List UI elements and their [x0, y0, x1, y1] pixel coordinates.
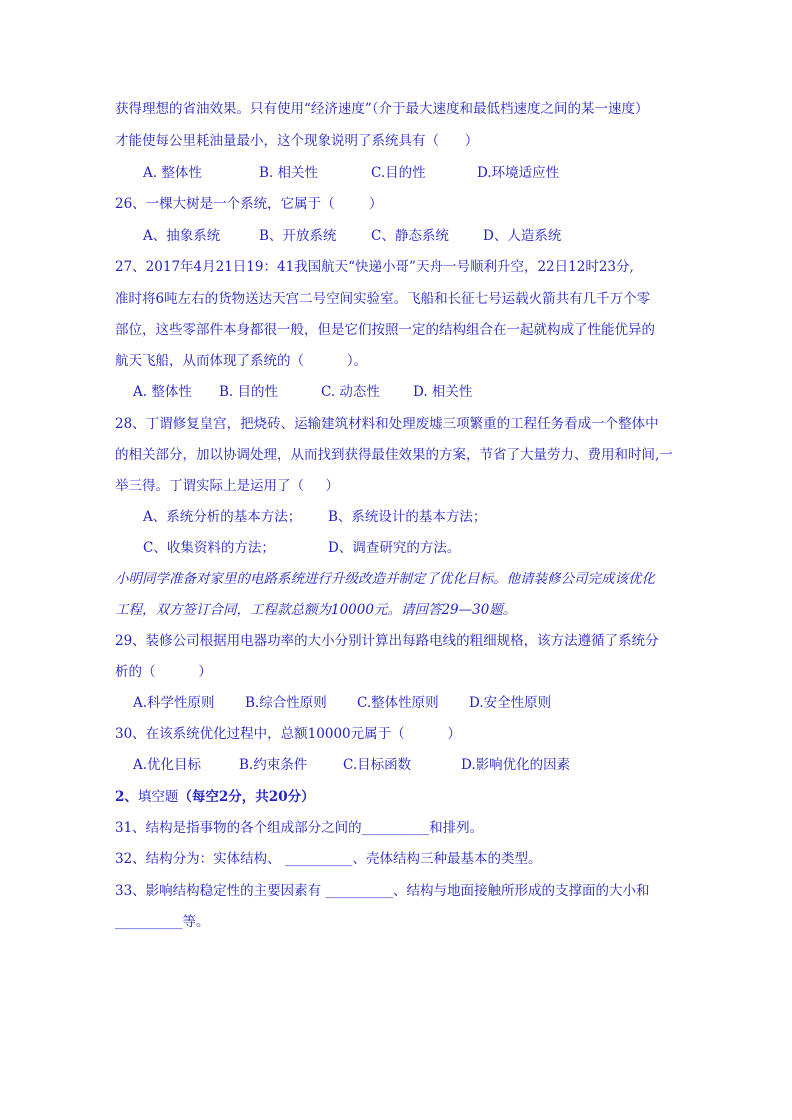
q25-option-b: B. 相关性 — [259, 165, 319, 181]
q28-line2: 的相关部分，加以协调处理，从而找到获得最佳效果的方案，节省了大量劳力、费用和时间,一 — [115, 447, 673, 463]
q25-option-c: C.目的性 — [371, 165, 426, 181]
q27-option-c: C. 动态性 — [321, 384, 380, 400]
q32-text: 32、结构分为：实体结构、 __________、壳体结构三种最基本的类型。 — [115, 851, 542, 867]
q28-line3: 举三得。丁谓实际上是运用了（ ） — [115, 478, 339, 494]
q25-option-d: D.环境适应性 — [477, 165, 560, 181]
q33-line2: __________等。 — [115, 914, 210, 930]
q30-option-d: D.影响优化的因素 — [461, 757, 571, 773]
q28-option-a: A、系统分析的基本方法； — [143, 509, 302, 525]
q28-option-b: B、系统设计的基本方法； — [328, 509, 487, 525]
q25-line1: 获得理想的省油效果。只有使用“经济速度”（介于最大速度和最低档速度之间的某一速度） — [115, 101, 649, 117]
q28-option-d: D、调查研究的方法。 — [328, 540, 461, 556]
q29-line1: 29、装修公司根据用电器功率的大小分别计算出每路电线的粗细规格，该方法遵循了系统分 — [115, 633, 659, 649]
q27-line3: 部位，这些零部件本身都很一般，但是它们按照一定的结构组合在一起就构成了性能优异的 — [115, 322, 655, 338]
q30-stem: 30、在该系统优化过程中，总额10000元属于（ ） — [115, 726, 462, 742]
section2-note: （每空2分，共20分） — [178, 789, 315, 805]
q29-option-d: D.安全性原则 — [469, 695, 552, 711]
q30-option-a: A.优化目标 — [133, 757, 202, 773]
q29-option-c: C.整体性原则 — [357, 695, 439, 711]
q27-option-d: D. 相关性 — [413, 384, 473, 400]
q27-line2: 准时将6吨左右的货物送达天宫二号空间实验室。飞船和长征七号运载火箭共有几千万个零 — [115, 291, 651, 307]
section2-title: 填空题 — [137, 789, 179, 805]
q33-line1: 33、影响结构稳定性的主要因素有 __________、结构与地面接触所形成的支撑面的大小和 — [115, 883, 650, 899]
q26-option-b: B、开放系统 — [259, 228, 337, 244]
q27-option-a: A. 整体性 — [133, 384, 192, 400]
q30-option-c: C.目标函数 — [343, 757, 412, 773]
section2-heading — [115, 788, 315, 806]
q26-option-a: A、抽象系统 — [143, 228, 221, 244]
q26-stem: 26、一棵大树是一个系统，它属于（ ） — [115, 196, 383, 212]
section2-number: 2、 — [115, 789, 138, 805]
q29-line2: 析的（ ） — [115, 664, 212, 680]
q28-option-c: C、收集资料的方法； — [143, 540, 275, 556]
q31-text: 31、结构是指事物的各个组成部分之间的__________和排列。 — [115, 820, 484, 836]
q25-option-a: A. 整体性 — [143, 165, 202, 181]
q27-line4: 航天飞船，从而体现了系统的（ ）。 — [115, 353, 368, 369]
q29-option-a: A.科学性原则 — [133, 695, 215, 711]
q28-line1: 28、丁谓修复皇宫，把烧砖、运输建筑材料和处理废墟三项繁重的工程任务看成一个整体中 — [115, 416, 659, 432]
q25-line2: 才能使每公里耗油量最小，这个现象说明了系统具有（ ） — [115, 133, 479, 149]
q26-option-c: C、静态系统 — [371, 228, 449, 244]
q27-line1: 27、2017年4月21日19：41我国航天“快递小哥”天舟一号顺利升空，22日12时23分, — [115, 259, 634, 275]
q26-option-d: D、人造系统 — [483, 228, 562, 244]
q29-option-b: B.综合性原则 — [245, 695, 327, 711]
q30-option-b: B.约束条件 — [239, 757, 308, 773]
q27-option-b: B. 目的性 — [219, 384, 279, 400]
context-line1: 小明同学准备对家里的电路系统进行升级改造并制定了优化目标。他请装修公司完成该优化 — [115, 571, 655, 587]
context-line2: 工程，双方签订合同，工程款总额为10000元。请回答29—30题。 — [115, 602, 517, 618]
